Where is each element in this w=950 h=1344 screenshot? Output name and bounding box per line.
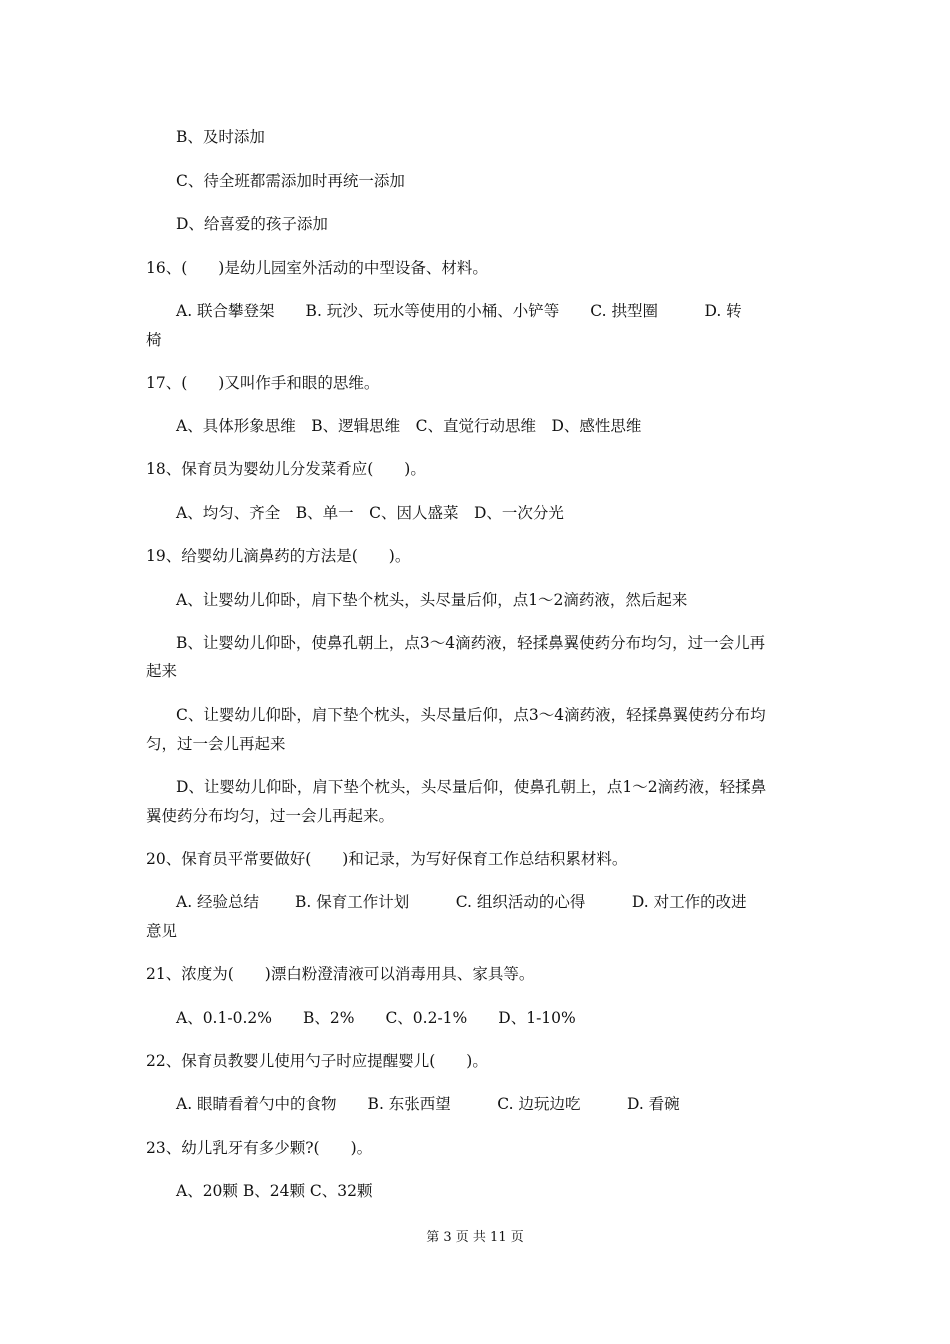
options-16-wrap: 椅 [146, 331, 162, 349]
options-16: A. 联合攀登架 B. 玩沙、玩水等使用的小桶、小铲等 C. 拱型圈 D. 转 [176, 302, 742, 320]
question-18: 18、保育员为婴幼儿分发菜肴应( )。 [146, 460, 426, 478]
options-20-wrap: 意见 [146, 922, 178, 940]
option-19d: D、让婴幼儿仰卧，肩下垫个枕头，头尽量后仰，使鼻孔朝上，点1～2滴药液，轻揉鼻 [176, 778, 767, 796]
option-19b: B、让婴幼儿仰卧，使鼻孔朝上，点3～4滴药液，轻揉鼻翼使药分布均匀，过一会儿再 [176, 634, 766, 652]
option-15b: B、及时添加 [176, 128, 265, 146]
options-17: A、具体形象思维 B、逻辑思维 C、直觉行动思维 D、感性思维 [176, 417, 642, 435]
question-16: 16、( )是幼儿园室外活动的中型设备、材料。 [146, 259, 488, 277]
options-20: A. 经验总结 B. 保育工作计划 C. 组织活动的心得 D. 对工作的改进 [176, 893, 747, 911]
page-footer: 第 3 页 共 11 页 [426, 1230, 524, 1245]
options-18: A、均匀、齐全 B、单一 C、因人盛菜 D、一次分光 [176, 504, 564, 522]
options-23: A、20颗 B、24颗 C、32颗 [176, 1182, 373, 1200]
option-15c: C、待全班都需添加时再统一添加 [176, 172, 405, 190]
question-17: 17、( )又叫作手和眼的思维。 [146, 374, 380, 392]
option-19a: A、让婴幼儿仰卧，肩下垫个枕头，头尽量后仰，点1～2滴药液，然后起来 [176, 591, 688, 609]
question-22: 22、保育员教婴儿使用勺子时应提醒婴儿( )。 [146, 1052, 488, 1070]
option-15d: D、给喜爱的孩子添加 [176, 215, 328, 233]
options-22: A. 眼睛看着勺中的食物 B. 东张西望 C. 边玩边吃 D. 看碗 [176, 1095, 680, 1113]
question-21: 21、浓度为( )漂白粉澄清液可以消毒用具、家具等。 [146, 965, 535, 983]
option-19d-wrap: 翼使药分布均匀，过一会儿再起来。 [146, 807, 395, 825]
option-19c: C、让婴幼儿仰卧，肩下垫个枕头，头尽量后仰，点3～4滴药液，轻揉鼻翼使药分布均 [176, 706, 766, 724]
question-20: 20、保育员平常要做好( )和记录，为写好保育工作总结积累材料。 [146, 850, 628, 868]
question-23: 23、幼儿乳牙有多少颗?( )。 [146, 1139, 373, 1157]
question-19: 19、给婴幼儿滴鼻药的方法是( )。 [146, 547, 411, 565]
option-19b-wrap: 起来 [146, 662, 178, 680]
option-19c-wrap: 匀，过一会儿再起来 [146, 735, 286, 753]
options-21: A、0.1-0.2% B、2% C、0.2-1% D、1-10% [176, 1009, 576, 1027]
